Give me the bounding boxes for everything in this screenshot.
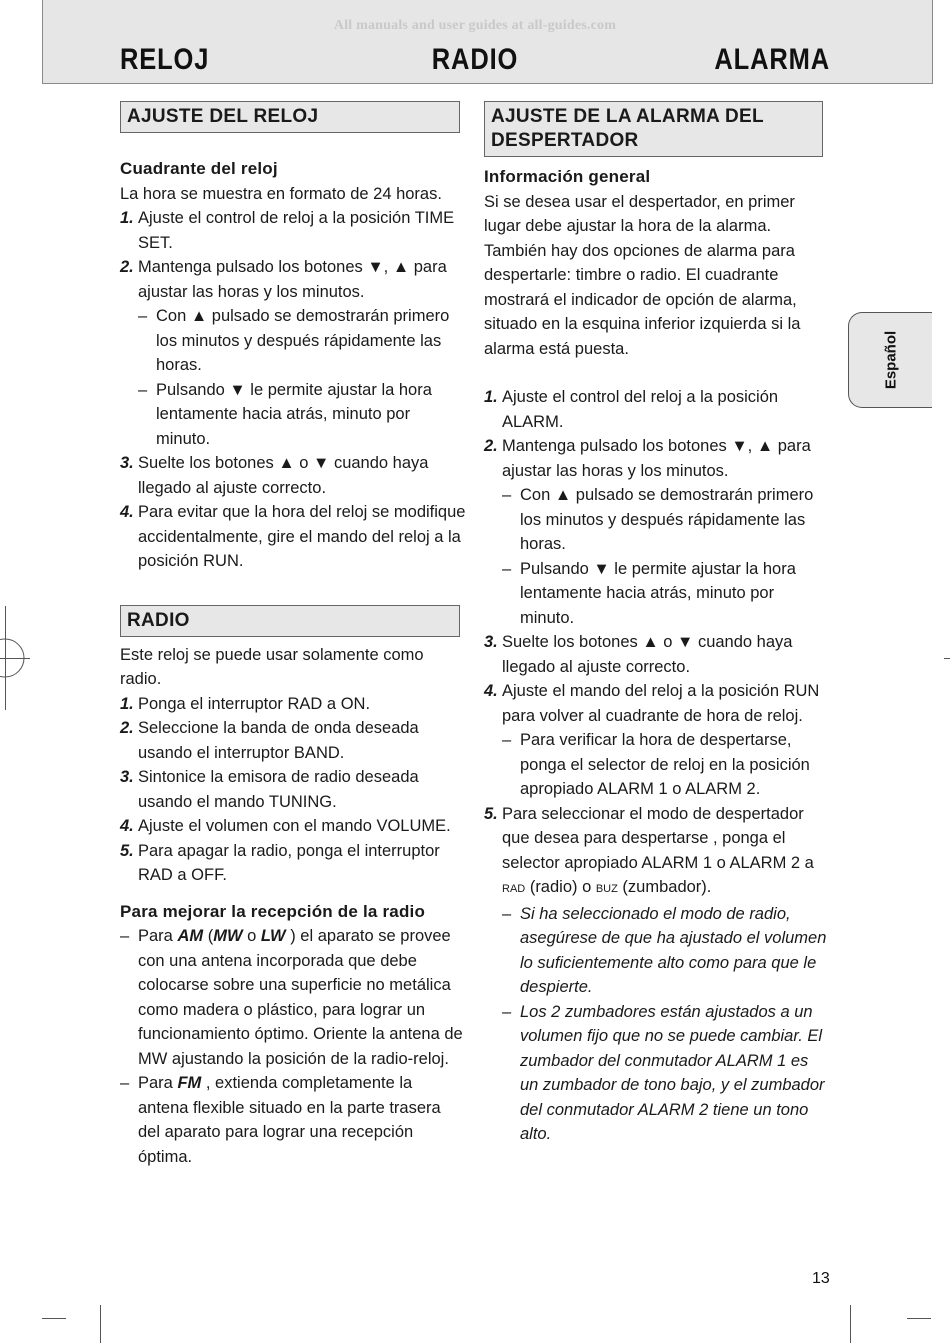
step-number: 4.: [484, 682, 498, 700]
clock-step: [120, 500, 467, 574]
alarm-section-title: AJUSTE DE LA ALARMA DEL DESPERTADOR: [484, 101, 823, 157]
step-number: 1.: [120, 694, 134, 713]
step-text: Ajuste el control del reloj a la posición ALARM.: [502, 388, 779, 431]
rad-label: RAD: [502, 883, 526, 895]
note-text: Pulsando ▼ le permite ajustar la hora lentamente hacia atrás, minuto por minuto.: [520, 559, 796, 627]
band-am: AM: [177, 927, 204, 945]
clock-step: [120, 451, 467, 500]
language-tab-label: Español: [882, 330, 900, 390]
clock-section-title: AJUSTE DEL RELOJ: [120, 101, 460, 133]
note-text: Con ▲ pulsado se demostrarán primero los minutos y después rápidamente las horas.: [520, 486, 814, 553]
clock-note: – Con ▲ pulsado se demostrarán primero los minutos y después rápidamente las horas.: [138, 307, 450, 374]
note-text: Si ha seleccionado el modo de radio, asegúrese de que ha ajustado el volumen lo suficientemente alto como para que le despierte.: [520, 904, 827, 996]
step-text: Mantenga pulsado los botones ▼, ▲ para ajustar las horas y los minutos.: [502, 437, 811, 480]
alarm-note: – Los 2 zumbadores están ajustados a un volumen fijo que no se puede cambiar. El zumbador del conmutador ALARM 1 es un zumbador de tono bajo, y el zumbador del conmutador ALARM 2 tiene un tono alto.: [502, 1002, 825, 1143]
buz-label: BUZ: [595, 883, 618, 895]
reception-heading: Para mejorar la recepción de la radio: [120, 901, 426, 921]
reception-tip-fm: – Para FM , extienda completamente la antena flexible situado en la parte trasera del aparato para lograr una recepción óptima.: [120, 1074, 441, 1166]
note-text: Con ▲ pulsado se demostrarán primero los minutos y después rápidamente las horas.: [156, 307, 450, 374]
step-text: Suelte los botones ▲ o ▼ cuando haya llegado al ajuste correcto.: [138, 454, 429, 497]
alarm-note: – Pulsando ▼ le permite ajustar la hora lentamente hacia atrás, minuto por minuto.: [502, 559, 796, 627]
header-title-alarm: ALARMA: [714, 43, 830, 76]
alarm-subheading: Información general: [484, 167, 651, 186]
clock-step: [120, 206, 467, 255]
clock-subheading: Cuadrante del reloj: [120, 159, 278, 178]
step-text: Ajuste el volumen con el mando VOLUME.: [138, 817, 451, 835]
radio-section-title: RADIO: [120, 605, 460, 637]
step-number: 5.: [120, 841, 134, 860]
radio-intro: Este reloj se puede usar solamente como radio.: [120, 645, 424, 688]
crop-mark: [42, 1318, 66, 1319]
crop-mark: [100, 1305, 101, 1343]
step-number: 4.: [120, 817, 134, 835]
step-number: 2.: [120, 719, 134, 737]
alarm-step: [484, 679, 830, 728]
radio-step: [120, 692, 467, 717]
note-text: Para verificar la hora de despertarse, ponga el selector de reloj en la posición apropiado ALARM 1 o ALARM 2.: [520, 731, 810, 798]
crop-mark: [944, 658, 950, 659]
step-number: 2.: [484, 437, 498, 455]
alarm-note: – Con ▲ pulsado se demostrarán primero los minutos y después rápidamente las horas.: [502, 486, 814, 553]
right-column: [484, 101, 830, 1147]
step-text: Ponga el interruptor RAD a ON.: [138, 694, 371, 713]
alarm-intro: Si se desea usar el despertador, en primer lugar debe ajustar la hora de la alarma. También hay dos opciones de alarma para despertarle: timbre o radio. El cuadrante mostrará el indicador de opción de alarma, situado en la esquina inferior izquierda si la alarma está puesta.: [484, 192, 801, 358]
step-number: 1.: [484, 388, 498, 406]
page-number: 13: [812, 1270, 830, 1287]
reception-tip-am: – Para AM (MW o LW ) el aparato se provee con una antena incorporada que debe colocarse sobre una superficie no metálica como madera o plástico, para lograr un funcionamiento óptimo. Oriente la antena de MW ajustando la posición de la radio-reloj.: [120, 927, 463, 1068]
step-number: 1.: [120, 209, 134, 227]
left-column: [120, 101, 467, 1169]
band-mw: MW: [213, 927, 243, 945]
step-number: 5.: [484, 804, 498, 823]
clock-step: [120, 255, 467, 304]
step-text: Ajuste el control de reloj a la posición TIME SET.: [138, 209, 455, 252]
clock-note: – Pulsando ▼ le permite ajustar la hora lentamente hacia atrás, minuto por minuto.: [138, 380, 432, 448]
step-text: Sintonice la emisora de radio deseada usando el mando TUNING.: [138, 768, 419, 811]
radio-step: [120, 716, 467, 765]
alarm-step: [484, 434, 830, 483]
step-text: Mantenga pulsado los botones ▼, ▲ para ajustar las horas y los minutos.: [138, 258, 447, 301]
note-text: Los 2 zumbadores están ajustados a un volumen fijo que no se puede cambiar. El zumbador del conmutador ALARM 1 es un zumbador de tono bajo, y el zumbador del conmutador ALARM 2 tiene un tono alto.: [520, 1002, 825, 1143]
alarm-step: [484, 630, 830, 679]
header-title-clock: RELOJ: [120, 43, 210, 76]
step-number: 3.: [484, 633, 498, 651]
step-number: 4.: [120, 503, 134, 521]
alarm-note: – Si ha seleccionado el modo de radio, asegúrese de que ha ajustado el volumen lo suficientemente alto como para que le despierte.: [502, 904, 827, 996]
alarm-step: 5. Para seleccionar el modo de despertador que desea para despertarse , ponga el selector apropiado ALARM 1 o ALARM 2 a RAD (radio) o BUZ (zumbador).: [484, 802, 830, 902]
step-text: Suelte los botones ▲ o ▼ cuando haya llegado al ajuste correcto.: [502, 633, 793, 676]
clock-intro: La hora se muestra en formato de 24 horas.: [120, 184, 442, 203]
crop-mark: [850, 1305, 851, 1343]
crop-mark: [907, 1318, 931, 1319]
step-text: Para apagar la radio, ponga el interruptor RAD a OFF.: [138, 841, 440, 884]
step-text: Seleccione la banda de onda deseada usando el interruptor BAND.: [138, 719, 419, 762]
band-lw: LW: [260, 927, 286, 945]
step-number: 3.: [120, 768, 134, 786]
step-text: Ajuste el mando del reloj a la posición RUN para volver al cuadrante de hora de reloj.: [502, 682, 820, 725]
radio-step: [120, 765, 467, 814]
alarm-note: – Para verificar la hora de despertarse, ponga el selector de reloj en la posición apropiado ALARM 1 o ALARM 2.: [502, 731, 810, 798]
step-number: 3.: [120, 454, 134, 472]
alarm-step: [484, 385, 830, 434]
step-text: Para evitar que la hora del reloj se modifique accidentalmente, gire el mando del reloj a la posición RUN.: [138, 503, 466, 570]
watermark: All manuals and user guides at all-guides.com: [333, 18, 617, 33]
band-fm: FM: [177, 1074, 202, 1092]
note-text: Pulsando ▼ le permite ajustar la hora lentamente hacia atrás, minuto por minuto.: [156, 380, 432, 448]
header-title-radio: RADIO: [431, 43, 519, 76]
radio-step: [120, 839, 467, 888]
step-number: 2.: [120, 258, 134, 276]
radio-step: [120, 814, 467, 839]
